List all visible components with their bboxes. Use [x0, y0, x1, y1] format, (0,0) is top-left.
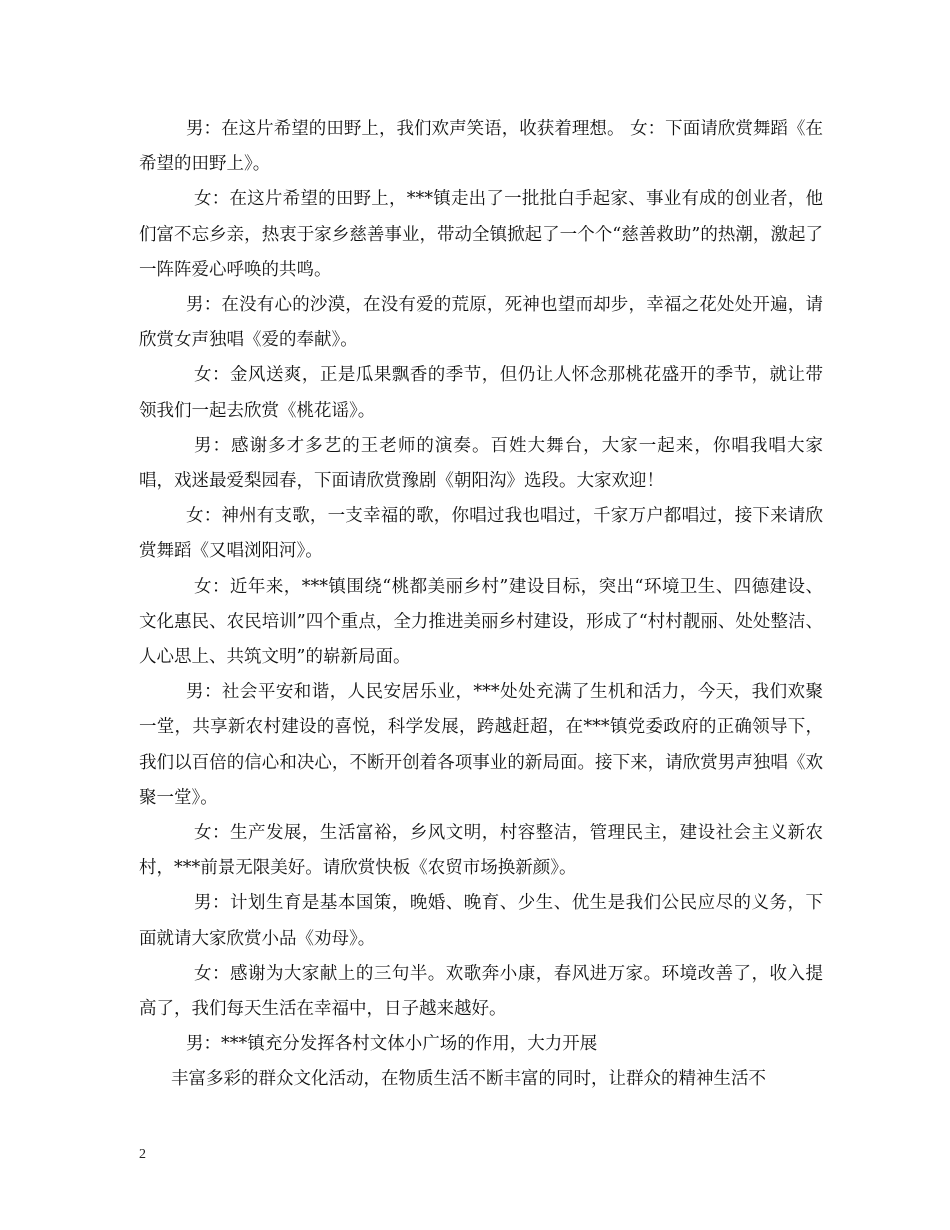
- paragraph: 女：金风送爽，正是瓜果飘香的季节，但仍让人怀念那桃花盛开的季节，就让带领我们一起去欣赏《桃花谣》。: [139, 365, 823, 421]
- paragraph: 女：在这片希望的田野上，***镇走出了一批批白手起家、事业有成的创业者，他们富不忘乡亲，热衷于家乡慈善事业，带动全镇掀起了一个个“慈善救助”的热潮，激起了一阵阵爱心呼唤的共鸣。: [139, 189, 823, 280]
- paragraph: 男：计划生育是基本国策，晚婚、晚育、少生、优生是我们公民应尽的义务，下面就请大家欣赏小品《劝母》。: [139, 893, 823, 949]
- paragraph: 女：生产发展，生活富裕，乡风文明，村容整洁，管理民主，建设社会主义新农村，***前景无限美好。请欣赏快板《农贸市场换新颜》。: [139, 823, 823, 879]
- document-body: [139, 112, 823, 1098]
- paragraph: 女：神州有支歌，一支幸福的歌，你唱过我也唱过，千家万户都唱过，接下来请欣赏舞蹈《又唱浏阳河》。: [139, 506, 823, 562]
- paragraph: 男：在没有心的沙漠，在没有爱的荒原，死神也望而却步，幸福之花处处开遍，请欣赏女声独唱《爱的奉献》。: [139, 295, 823, 351]
- paragraph: 女：近年来，***镇围绕“桃都美丽乡村”建设目标，突出“环境卫生、四德建设、文化惠民、农民培训”四个重点，全力推进美丽乡村建设，形成了“村村靓丽、处处整洁、人心思上、共筑文明”的崭新局面。: [139, 576, 823, 668]
- paragraph: 男：社会平安和谐，人民安居乐业，***处处充满了生机和活力，今天，我们欢聚一堂，共享新农村建设的喜悦，科学发展，跨越赶超，在***镇党委政府的正确领导下，我们以百倍的信心和决心，不断开创着各项事业的新局面。接下来，请欣赏男声独唱《欢聚一堂》。: [139, 682, 823, 808]
- paragraph: 女：感谢为大家献上的三句半。欢歌奔小康，春风进万家。环境改善了，收入提高了，我们每天生活在幸福中，日子越来越好。: [139, 963, 823, 1020]
- paragraph: 丰富多彩的群众文化活动，在物质生活不断丰富的同时，让群众的精神生活不: [171, 1069, 766, 1090]
- page-number: 2: [139, 1147, 146, 1162]
- paragraph: 男：感谢多才多艺的王老师的演奏。百姓大舞台，大家一起来，你唱我唱大家唱，戏迷最爱梨园春，下面请欣赏豫剧《朝阳沟》选段。大家欢迎！: [139, 435, 823, 492]
- paragraph: 男：***镇充分发挥各村文体小广场的作用，大力开展: [186, 1034, 598, 1055]
- paragraph: 男：在这片希望的田野上，我们欢声笑语，收获着理想。 女：下面请欣赏舞蹈《在希望的田野上》。: [139, 119, 823, 175]
